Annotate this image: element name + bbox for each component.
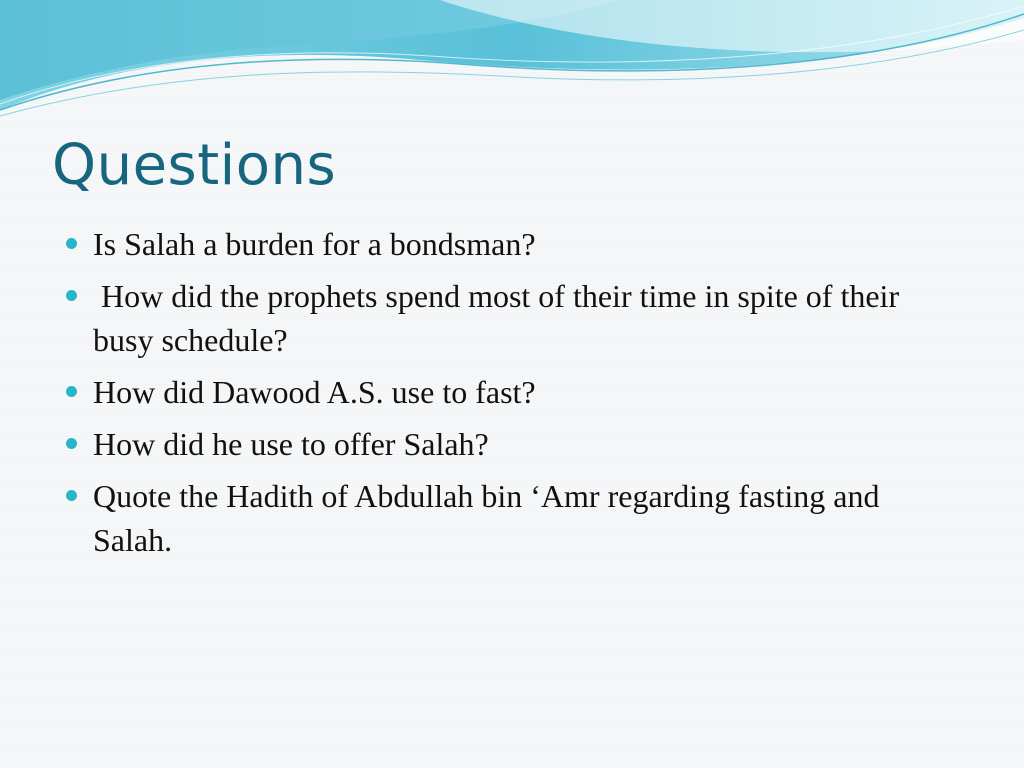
bullet-text: How did he use to offer Salah? — [93, 426, 489, 462]
bullet-item-1 — [60, 222, 920, 266]
bullet-item-5 — [60, 474, 920, 562]
bullet-text: How did the prophets spend most of their time in spite of their busy schedule? — [93, 278, 908, 358]
bullet-list — [60, 222, 920, 570]
slide-title: Questions — [52, 133, 337, 198]
header-wave-decoration — [0, 0, 1024, 130]
bullet-text: Quote the Hadith of Abdullah bin ‘Amr regarding fasting and Salah. — [93, 478, 880, 558]
bullet-item-3 — [60, 370, 920, 414]
bullet-item-2 — [60, 274, 920, 362]
bullet-dot-icon — [66, 386, 77, 397]
bullet-dot-icon — [66, 238, 77, 249]
bullet-item-4 — [60, 422, 920, 466]
bullet-dot-icon — [66, 290, 77, 301]
bullet-dot-icon — [66, 490, 77, 501]
bullet-text: Is Salah a burden for a bondsman? — [93, 226, 536, 262]
bullet-text: How did Dawood A.S. use to fast? — [93, 374, 536, 410]
bullet-dot-icon — [66, 438, 77, 449]
